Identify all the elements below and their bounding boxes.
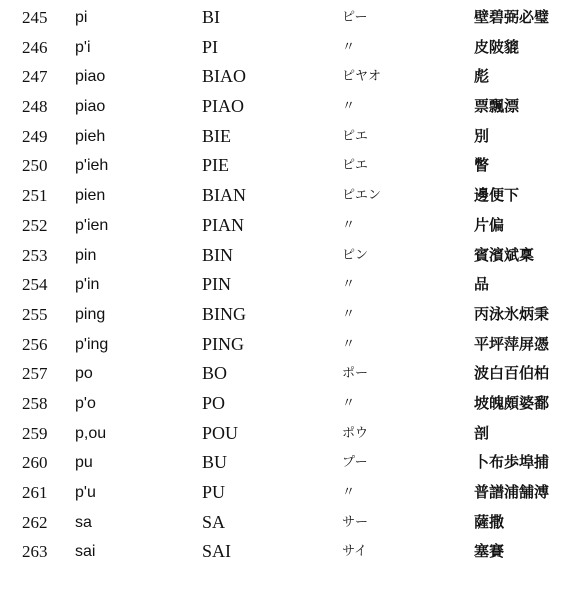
katakana-reading: ピエ: [342, 158, 369, 174]
wade-giles-romanization: ping: [75, 305, 106, 323]
entry-number: 254: [22, 275, 48, 295]
example-characters: 波白百伯柏: [474, 364, 550, 383]
wade-giles-romanization: sai: [75, 543, 96, 561]
entry-number: 246: [22, 37, 48, 57]
wade-giles-romanization: piao: [75, 98, 106, 116]
pinyin-romanization: PIE: [202, 155, 229, 176]
romanization-table: [0, 3, 580, 567]
wade-giles-romanization: sa: [75, 513, 92, 531]
wade-giles-romanization: pu: [75, 454, 93, 472]
pinyin-romanization: PO: [202, 392, 226, 413]
wade-giles-romanization: pi: [75, 9, 88, 26]
katakana-reading: 〃: [342, 277, 356, 293]
wade-giles-romanization: p'ing: [75, 335, 109, 353]
pinyin-romanization: BU: [202, 452, 228, 473]
example-characters: 丙泳氷炳秉: [474, 304, 550, 323]
example-characters: 品: [474, 275, 490, 294]
entry-number: 248: [22, 97, 48, 117]
pinyin-romanization: SAI: [202, 541, 232, 562]
pinyin-romanization: POU: [202, 422, 239, 443]
entry-number: 252: [22, 215, 48, 235]
table-row: [0, 537, 580, 567]
example-characters: 普譜浦舗溥: [474, 483, 550, 501]
table-row: [0, 92, 580, 122]
katakana-reading: 〃: [342, 217, 356, 233]
entry-number: 262: [22, 512, 48, 532]
katakana-reading: サイ: [342, 544, 368, 560]
katakana-reading: 〃: [342, 395, 356, 411]
table-row: [0, 3, 580, 33]
table-row: [0, 270, 580, 300]
table-row: [0, 122, 580, 152]
example-characters: 塞賽: [474, 542, 505, 561]
example-characters: 瞥: [474, 156, 490, 175]
table-row: [0, 181, 580, 211]
example-characters: 票飄漂: [474, 97, 520, 116]
pinyin-romanization: PIN: [202, 274, 232, 295]
entry-number: 247: [22, 67, 48, 87]
example-characters: 別: [474, 126, 490, 145]
katakana-reading: ポウ: [342, 425, 369, 441]
katakana-reading: ピン: [342, 247, 369, 263]
entry-number: 250: [22, 156, 48, 176]
entry-number: 251: [22, 186, 48, 206]
katakana-reading: ピヤオ: [342, 69, 382, 85]
wade-giles-romanization: po: [75, 365, 93, 383]
table-row: [0, 241, 580, 271]
example-characters: 片偏: [474, 215, 505, 234]
entry-number: 263: [22, 542, 48, 562]
wade-giles-romanization: p'in: [75, 276, 100, 294]
wade-giles-romanization: p'o: [75, 394, 96, 412]
wade-giles-romanization: p'ien: [75, 216, 109, 234]
pinyin-romanization: PIAO: [202, 96, 245, 117]
katakana-reading: ピエン: [342, 188, 382, 204]
pinyin-romanization: BIE: [202, 125, 231, 146]
wade-giles-romanization: p'u: [75, 484, 96, 501]
table-row: [0, 33, 580, 63]
entry-number: 257: [22, 364, 48, 384]
pinyin-romanization: BIAO: [202, 66, 246, 87]
example-characters: 賓濱斌稟: [474, 245, 535, 264]
example-characters: 薩撒: [474, 512, 505, 531]
wade-giles-romanization: pieh: [75, 127, 106, 145]
entry-number: 245: [22, 8, 48, 27]
example-characters: 邊便下: [474, 186, 520, 205]
katakana-reading: 〃: [342, 39, 356, 55]
wade-giles-romanization: pien: [75, 187, 106, 205]
example-characters: 坡魄頗婆鄱: [474, 393, 550, 412]
pinyin-romanization: PI: [202, 36, 219, 57]
wade-giles-romanization: p'i: [75, 38, 91, 56]
katakana-reading: 〃: [342, 336, 356, 352]
pinyin-romanization: SA: [202, 511, 226, 532]
table-row: [0, 330, 580, 360]
table-row: [0, 508, 580, 538]
pinyin-romanization: PING: [202, 333, 245, 354]
pinyin-romanization: BIAN: [202, 185, 246, 206]
example-characters: 剖: [474, 423, 490, 442]
entry-number: 259: [22, 423, 48, 443]
katakana-reading: 〃: [342, 485, 356, 500]
wade-giles-romanization: p'ieh: [75, 157, 109, 175]
wade-giles-romanization: p,ou: [75, 424, 107, 442]
katakana-reading: 〃: [342, 99, 356, 115]
pinyin-romanization: BO: [202, 363, 228, 384]
katakana-reading: ポー: [342, 366, 369, 382]
table-row: [0, 448, 580, 478]
example-characters: 壁碧弼必璧: [474, 8, 550, 26]
example-characters: 平坪萍屏憑: [474, 334, 550, 353]
entry-number: 249: [22, 126, 48, 146]
example-characters: 卜布歩埠捕: [474, 453, 550, 472]
table-row: [0, 151, 580, 181]
table-row: [0, 62, 580, 92]
table-row: [0, 389, 580, 419]
pinyin-romanization: BING: [202, 303, 246, 324]
entry-number: 256: [22, 334, 48, 354]
table-row: [0, 419, 580, 449]
katakana-reading: ピー: [342, 10, 368, 25]
pinyin-romanization: BI: [202, 7, 220, 27]
katakana-reading: プー: [342, 455, 368, 471]
katakana-reading: ピエ: [342, 128, 369, 144]
entry-number: 258: [22, 393, 48, 413]
table-row: [0, 300, 580, 330]
katakana-reading: サー: [342, 514, 369, 530]
pinyin-romanization: PU: [202, 482, 226, 502]
table-row: [0, 359, 580, 389]
example-characters: 彪: [474, 67, 490, 86]
entry-number: 255: [22, 304, 48, 324]
pinyin-romanization: PIAN: [202, 214, 245, 235]
entry-number: 261: [22, 483, 48, 502]
entry-number: 253: [22, 245, 48, 265]
entry-number: 260: [22, 453, 48, 473]
wade-giles-romanization: piao: [75, 68, 106, 86]
example-characters: 皮陂貔: [474, 37, 520, 56]
table-row: [0, 211, 580, 241]
pinyin-romanization: BIN: [202, 244, 233, 265]
table-row: [0, 478, 580, 508]
katakana-reading: 〃: [342, 306, 356, 322]
wade-giles-romanization: pin: [75, 246, 97, 264]
